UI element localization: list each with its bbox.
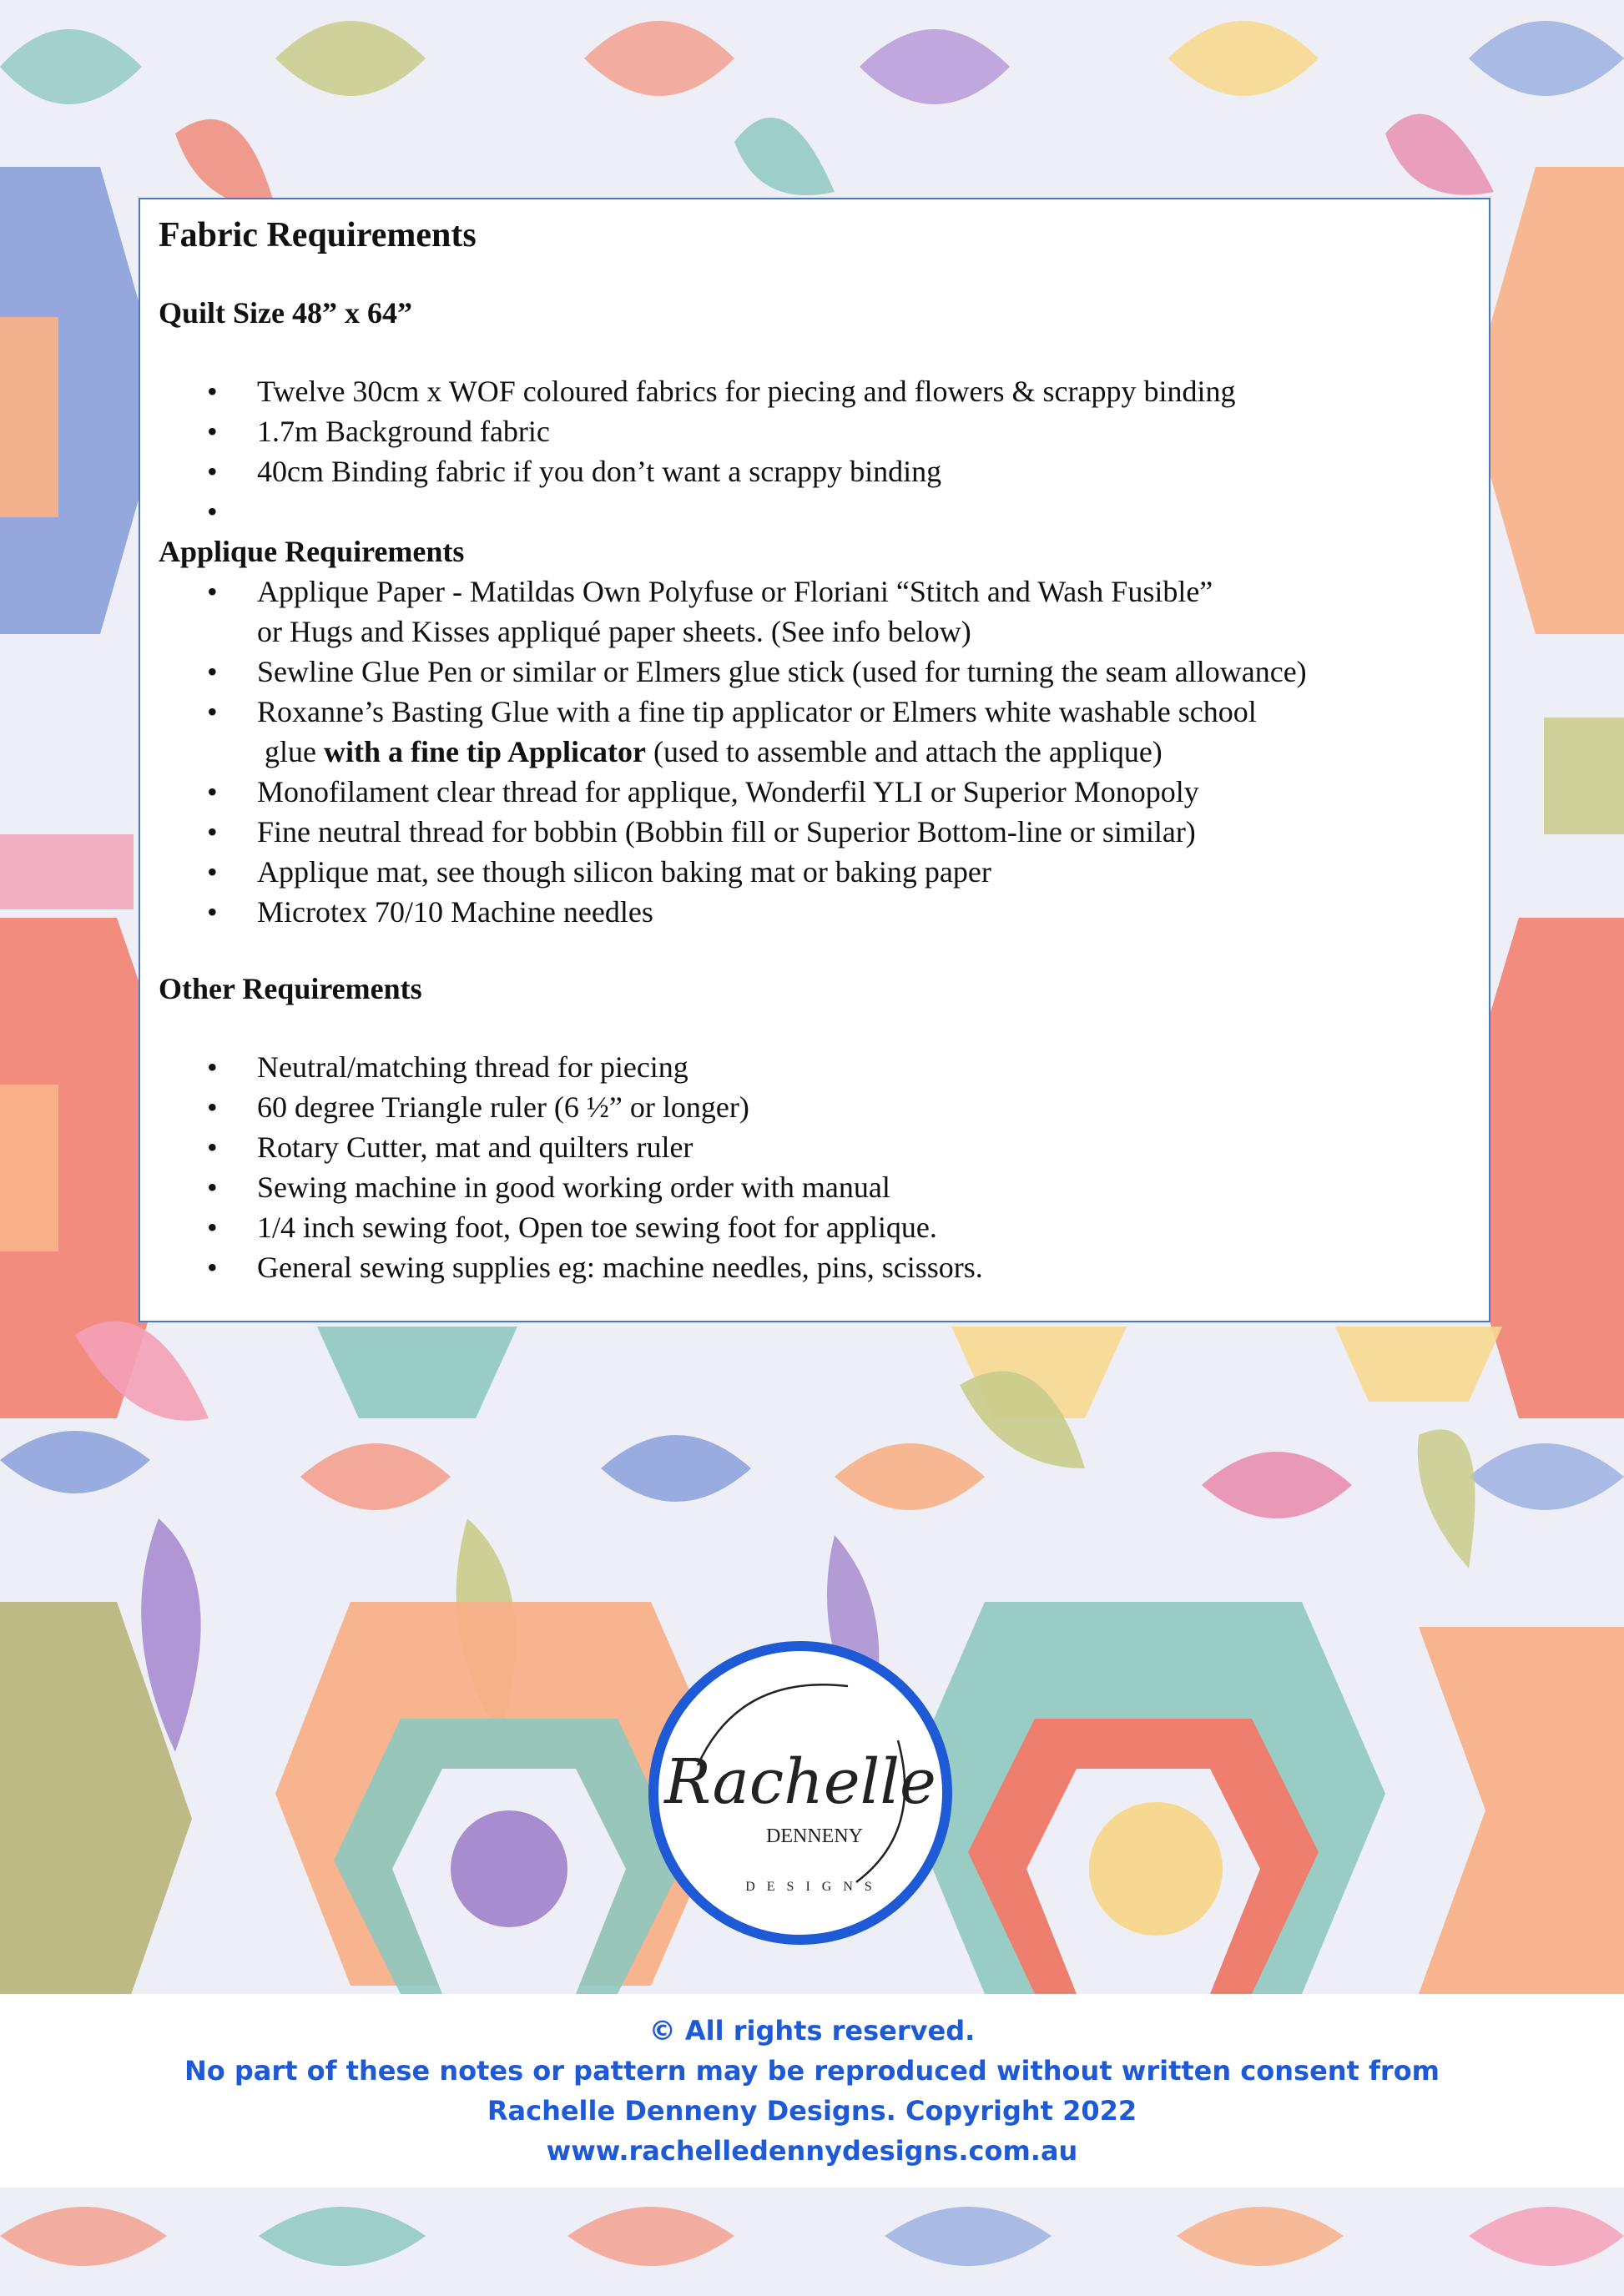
copyright-footer bbox=[0, 1994, 1624, 2188]
copyright-line: © All rights reserved. bbox=[648, 2015, 976, 2047]
list-item: • 1.7m Background fabric bbox=[159, 411, 1470, 451]
list-item bbox=[159, 692, 1470, 772]
company-line: Rachelle Denneny Designs. Copyright 2022 bbox=[487, 2095, 1137, 2127]
list-item: • Twelve 30cm x WOF coloured fabrics for piecing and flowers & scrappy binding bbox=[159, 371, 1470, 411]
other-list bbox=[159, 1047, 1470, 1287]
list-item-line: • Roxanne’s Basting Glue with a fine tip applicator or Elmers white washable school bbox=[257, 695, 1257, 728]
consent-line: No part of these notes or pattern may be reproduced without written consent from bbox=[184, 2055, 1440, 2087]
list-item: • Neutral/matching thread for piecing bbox=[159, 1047, 1470, 1087]
list-item-line: or Hugs and Kisses appliqué paper sheets. (See info below) bbox=[257, 615, 971, 648]
list-item: • 60 degree Triangle ruler (6 ½” or longer) bbox=[159, 1087, 1470, 1127]
list-item: • 1/4 inch sewing foot, Open toe sewing foot for applique. bbox=[159, 1207, 1470, 1247]
list-item-bold-text: with a fine tip Applicator bbox=[323, 735, 646, 768]
list-item: • Fine neutral thread for bobbin (Bobbin fill or Superior Bottom-line or similar) bbox=[159, 812, 1470, 852]
list-item-text: glue bbox=[257, 735, 324, 768]
rachelle-denneny-logo bbox=[648, 1640, 953, 1946]
fabric-list bbox=[159, 371, 1470, 531]
list-item: • General sewing supplies eg: machine needles, pins, scissors. bbox=[159, 1247, 1470, 1287]
list-item: • Sewline Glue Pen or similar or Elmers glue stick (used for turning the seam allowance) bbox=[159, 652, 1470, 692]
list-item-empty bbox=[159, 491, 1470, 531]
list-item-line bbox=[257, 732, 1470, 772]
list-item: • 40cm Binding fabric if you don’t want a scrappy binding bbox=[159, 451, 1470, 491]
list-item: • Applique mat, see though silicon baking mat or baking paper bbox=[159, 852, 1470, 892]
fabric-requirements-title: Fabric Requirements bbox=[159, 216, 477, 254]
quilt-size-heading: Quilt Size 48” x 64” bbox=[159, 296, 412, 330]
applique-requirements-heading: Applique Requirements bbox=[159, 535, 465, 568]
list-item: • Rotary Cutter, mat and quilters ruler bbox=[159, 1127, 1470, 1167]
list-item: • Microtex 70/10 Machine needles bbox=[159, 892, 1470, 932]
requirements-card bbox=[139, 198, 1490, 1322]
logo-sub-text: DESIGNS bbox=[745, 1880, 884, 1894]
list-item: • Sewing machine in good working order with manual bbox=[159, 1167, 1470, 1207]
list-item-text: (used to assemble and attach the applique) bbox=[646, 735, 1163, 768]
logo-script-text: Rachelle bbox=[664, 1746, 936, 1818]
website-link[interactable]: www.rachelledennydesigns.com.au bbox=[546, 2135, 1078, 2167]
list-item-line: • Applique Paper - Matildas Own Polyfuse or Floriani “Stitch and Wash Fusible” bbox=[257, 575, 1213, 608]
other-requirements-heading: Other Requirements bbox=[159, 972, 422, 1005]
applique-list bbox=[159, 571, 1470, 932]
list-item: • Monofilament clear thread for applique, Wonderfil YLI or Superior Monopoly bbox=[159, 772, 1470, 812]
list-item bbox=[159, 571, 1470, 652]
logo-name-text: DENNENY bbox=[766, 1825, 863, 1847]
